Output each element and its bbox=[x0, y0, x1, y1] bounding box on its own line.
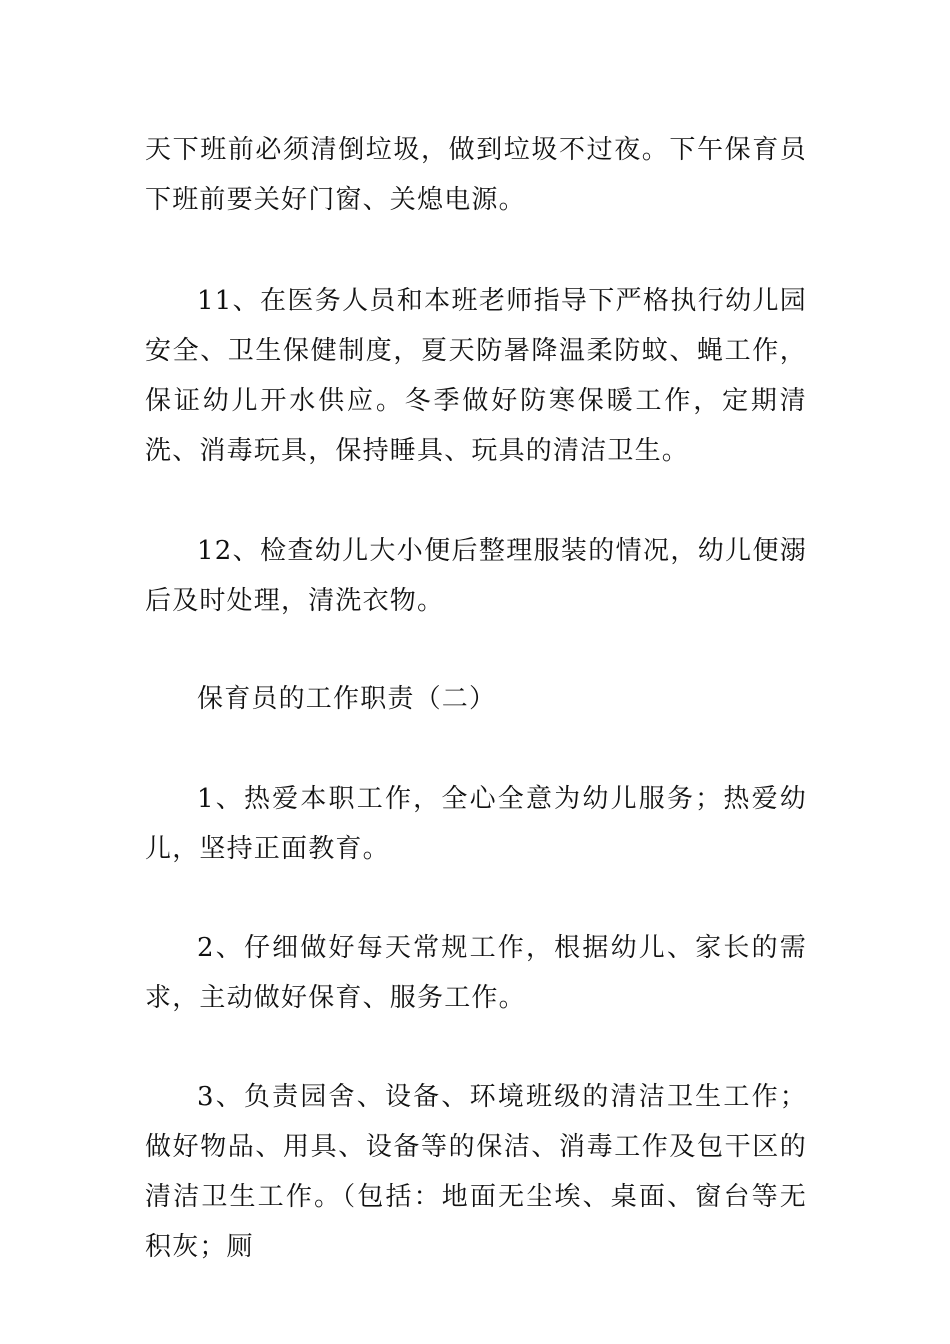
paragraph-item-12: 12、检查幼儿大小便后整理服装的情况，幼儿便溺后及时处理，清洗衣物。 bbox=[145, 536, 807, 616]
paragraph-item-2: 2、仔细做好每天常规工作，根据幼儿、家长的需求，主动做好保育、服务工作。 bbox=[145, 933, 807, 1013]
section-heading: 保育员的工作职责（二） bbox=[197, 684, 497, 714]
paragraph-item-3: 3、负责园舍、设备、环境班级的清洁卫生工作；做好物品、用具、设备等的保洁、消毒工作及包干区的清洁卫生工作。（包括：地面无尘埃、桌面、窗台等无积灰；厕 bbox=[145, 1082, 807, 1262]
paragraph-item-1: 1、热爱本职工作，全心全意为幼儿服务；热爱幼儿，坚持正面教育。 bbox=[145, 784, 807, 864]
paragraph-item-11: 11、在医务人员和本班老师指导下严格执行幼儿园安全、卫生保健制度，夏天防暑降温柔防蚊、蝇工作，保证幼儿开水供应。冬季做好防寒保暖工作，定期清洗、消毒玩具，保持睡具、玩具的清洁卫生。 bbox=[145, 286, 807, 466]
paragraph-continued: 天下班前必须清倒垃圾，做到垃圾不过夜。下午保育员下班前要关好门窗、关熄电源。 bbox=[145, 135, 807, 215]
